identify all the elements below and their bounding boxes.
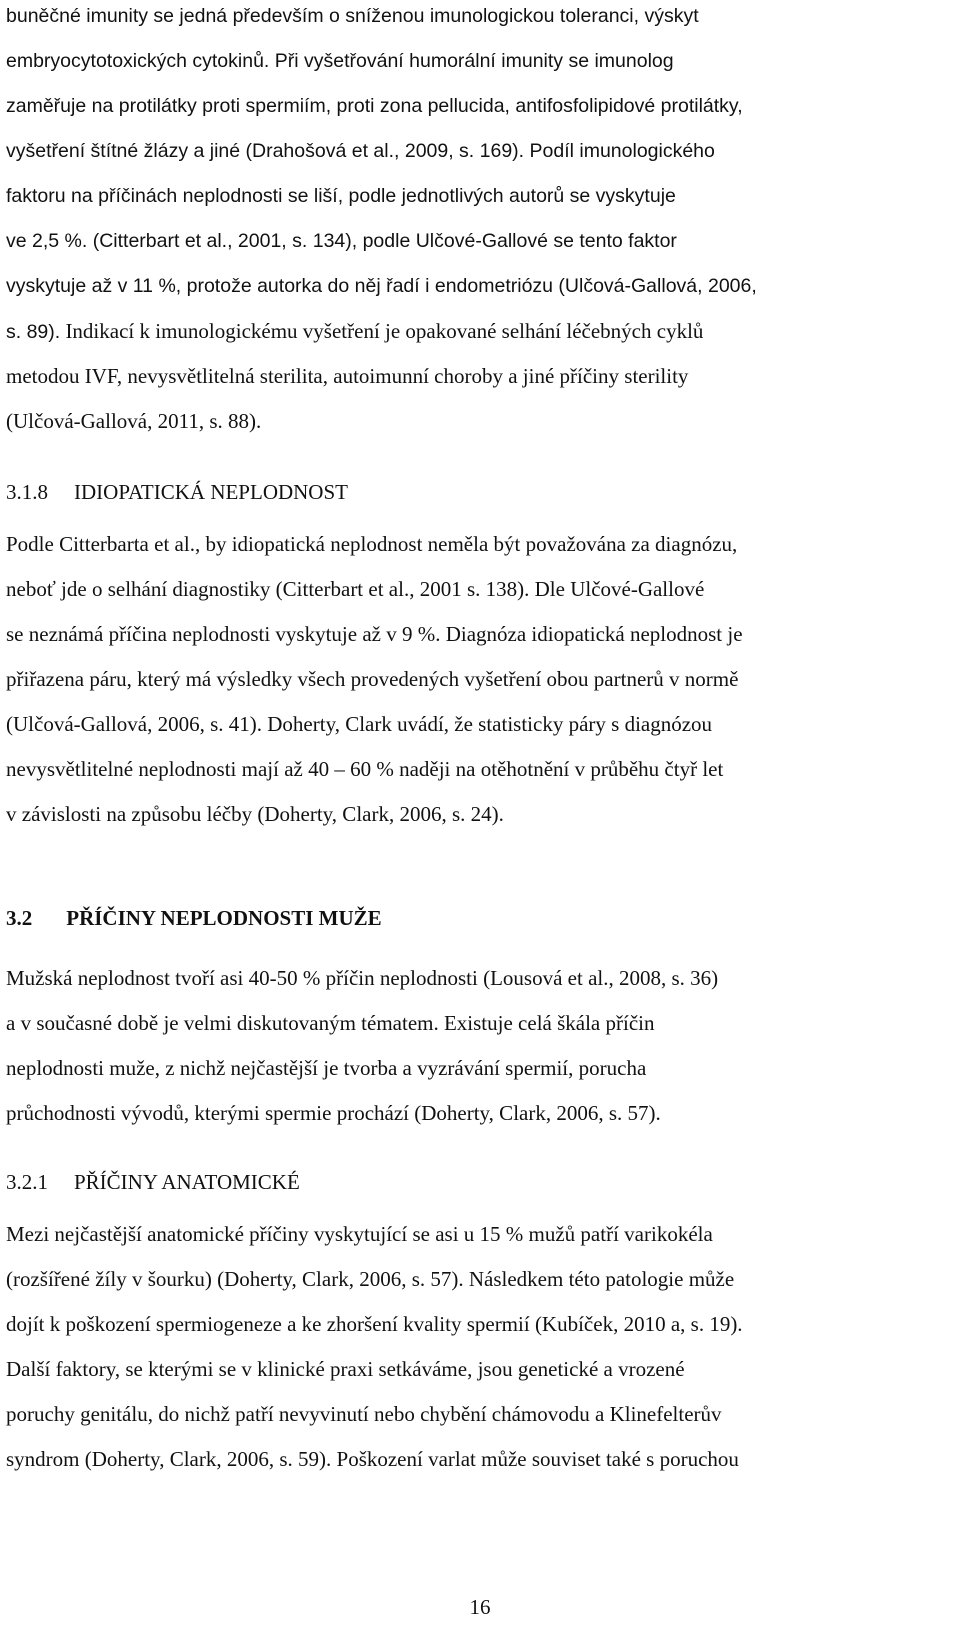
text-line: neboť jde o selhání diagnostiky (Citterbart et al., 2001 s. 138). Dle Ulčové-Gallové xyxy=(6,577,705,601)
text-line: průchodnosti vývodů, kterými spermie prochází (Doherty, Clark, 2006, s. 57). xyxy=(6,1101,661,1125)
text-line: ve 2,5 %. (Citterbart et al., 2001, s. 134), podle Ulčové-Gallové se tento faktor xyxy=(6,230,677,252)
text-line: faktoru na příčinách neplodnosti se liší, podle jednotlivých autorů se vyskytuje xyxy=(6,185,676,207)
text-line: buněčné imunity se jedná především o sníženou imunologickou toleranci, výskyt xyxy=(6,5,699,27)
text-line: zaměřuje na protilátky proti spermiím, proti zona pellucida, antifosfolipidové protilátky, xyxy=(6,95,743,117)
text-line: přiřazena páru, který má výsledky všech provedených vyšetření obou partnerů v normě xyxy=(6,667,739,691)
text-line: Další faktory, se kterými se v klinické praxi setkáváme, jsou genetické a vrozené xyxy=(6,1357,685,1381)
text-line: a v současné době je velmi diskutovaným tématem. Existuje celá škála příčin xyxy=(6,1011,655,1035)
text-line xyxy=(6,319,703,344)
text-line: v závislosti na způsobu léčby (Doherty, Clark, 2006, s. 24). xyxy=(6,802,504,826)
text-line xyxy=(6,139,715,163)
section-number: 3.1.8 xyxy=(6,480,48,504)
text-run: Podíl imunologického xyxy=(524,140,715,162)
text-line: Mužská neplodnost tvoří asi 40-50 % příčin neplodnosti (Lousová et al., 2008, s. 36) xyxy=(6,966,719,990)
section-title: PŘÍČINY NEPLODNOSTI MUŽE xyxy=(66,906,382,930)
text-line: se neznámá příčina neplodnosti vyskytuje až v 9 %. Diagnóza idiopatická neplodnost je xyxy=(6,622,743,646)
text-line: dojít k poškození spermiogeneze a ke zhoršení kvality spermií (Kubíček, 2010 a, s. 19). xyxy=(6,1312,743,1336)
section-heading xyxy=(6,480,348,504)
section-number: 3.2.1 xyxy=(6,1170,48,1194)
section-number: 3.2 xyxy=(6,906,33,930)
text-run: vyšetření štítné žlázy a jiné (Drahošová et al., 2009, s. 169). xyxy=(6,140,525,162)
text-line: neplodnosti muže, z nichž nejčastější je tvorba a vyzrávání spermií, porucha xyxy=(6,1056,647,1080)
text-line: (rozšířené žíly v šourku) (Doherty, Clark, 2006, s. 57). Následkem této patologie může xyxy=(6,1267,735,1291)
text-line: poruchy genitálu, do nichž patří nevyvinutí nebo chybění chámovodu a Klinefelterův xyxy=(6,1402,722,1426)
text-line: embryocytotoxických cytokinů. Při vyšetřování humorální imunity se imunolog xyxy=(6,50,674,72)
section-title: IDIOPATICKÁ NEPLODNOST xyxy=(74,480,348,504)
page-number: 16 xyxy=(469,1595,491,1619)
section-title: PŘÍČINY ANATOMICKÉ xyxy=(74,1170,300,1194)
text-line: vyskytuje až v 11 %, protože autorka do něj řadí i endometriózu (Ulčová-Gallová, 2006, xyxy=(6,275,757,297)
text-line: (Ulčová-Gallová, 2006, s. 41). Doherty, Clark uvádí, že statisticky páry s diagnózou xyxy=(6,712,713,736)
text-line: Mezi nejčastější anatomické příčiny vyskytující se asi u 15 % mužů patří varikokéla xyxy=(6,1222,713,1246)
text-line: nevysvětlitelné neplodnosti mají až 40 – 60 % naději na otěhotnění v průběhu čtyř let xyxy=(6,757,724,781)
text-line: (Ulčová-Gallová, 2011, s. 88). xyxy=(6,409,262,433)
text-line: metodou IVF, nevysvětlitelná sterilita, autoimunní choroby a jiné příčiny sterility xyxy=(6,364,689,388)
text-line: Podle Citterbarta et al., by idiopatická neplodnost neměla být považována za diagnózu, xyxy=(6,532,738,556)
section-heading xyxy=(6,1170,300,1194)
section-heading xyxy=(6,906,382,930)
text-run: Indikací k imunologickému vyšetření je opakované selhání léčebných cyklů xyxy=(60,319,704,343)
text-line: syndrom (Doherty, Clark, 2006, s. 59). Poškození varlat může souviset také s poruchou xyxy=(6,1447,739,1471)
text-run: s. 89). xyxy=(6,321,61,343)
